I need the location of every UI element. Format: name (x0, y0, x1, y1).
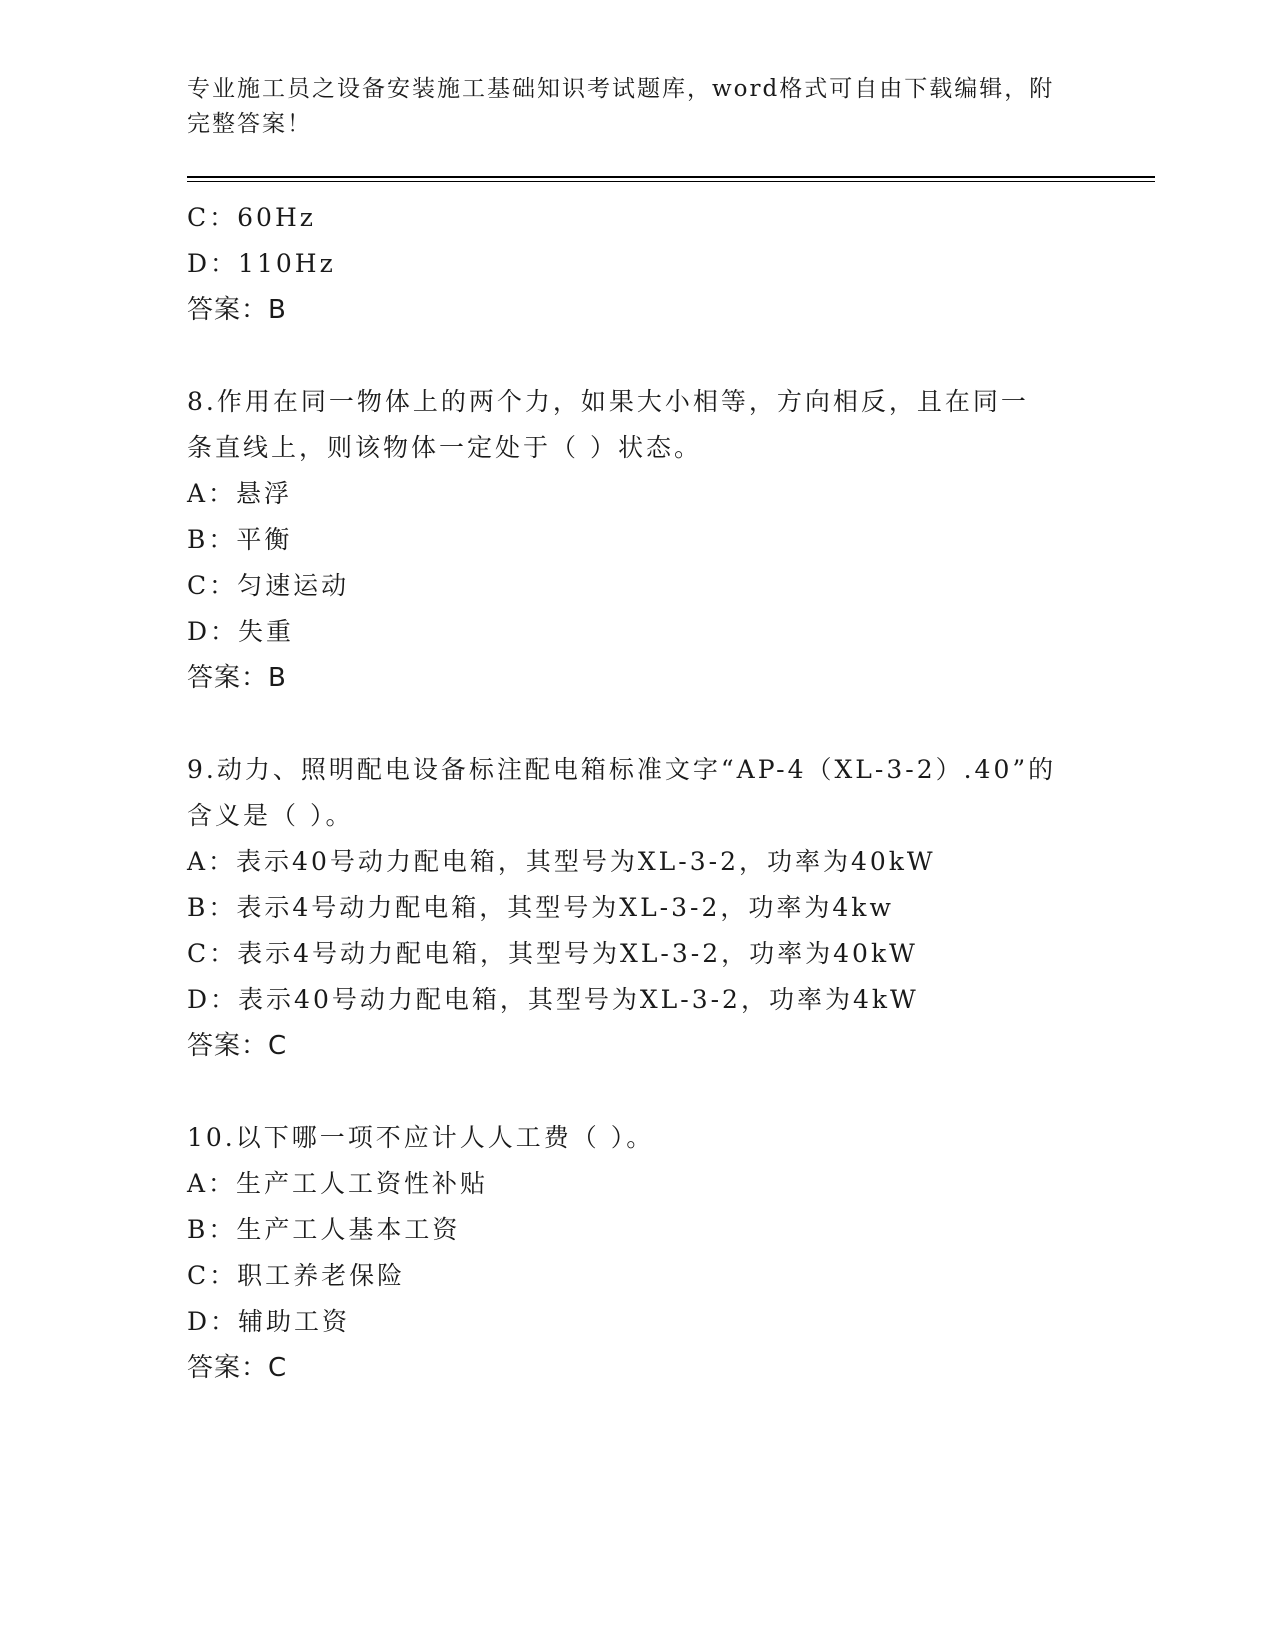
question-9 (187, 747, 1087, 1069)
option-b: B：生产工人基本工资 (187, 1215, 461, 1244)
spacer (187, 333, 1087, 379)
option-c: C：表示4号动力配电箱，其型号为XL-3-2，功率为40kW (187, 939, 918, 968)
spacer (187, 701, 1087, 747)
option-d: D：表示40号动力配电箱，其型号为XL-3-2，功率为4kW (187, 985, 919, 1014)
option-a: A：悬浮 (187, 479, 293, 508)
question-text: 条直线上，则该物体一定处于（ ）状态。 (187, 433, 702, 462)
document-title: 专业施工员之设备安装施工基础知识考试题库，word格式可自由下载编辑，附完整答案！ (187, 76, 1055, 137)
option-b: B：平衡 (187, 525, 293, 554)
option-d: D：失重 (187, 617, 295, 646)
previous-question-tail (187, 195, 1087, 333)
spacer (187, 1069, 1087, 1115)
option-b: B：表示4号动力配电箱，其型号为XL-3-2，功率为4kw (187, 893, 894, 922)
option-d: D：辅助工资 (187, 1307, 351, 1336)
question-text: 10.以下哪一项不应计人人工费（ ）。 (187, 1123, 655, 1152)
document-header (187, 72, 1067, 142)
header-divider (187, 176, 1155, 178)
option-d: D：110Hz (187, 249, 336, 278)
question-text: 8.作用在同一物体上的两个力，如果大小相等，方向相反，且在同一 (187, 387, 1029, 416)
option-a: A：表示40号动力配电箱，其型号为XL-3-2，功率为40kW (187, 847, 936, 876)
question-10 (187, 1115, 1087, 1391)
question-text: 含义是（ ）。 (187, 801, 354, 830)
answer-line: 答案：C (187, 1031, 288, 1061)
option-a: A：生产工人工资性补贴 (187, 1169, 489, 1198)
option-c: C：60Hz (187, 203, 316, 232)
option-c: C：匀速运动 (187, 571, 350, 600)
answer-line: 答案：B (187, 663, 287, 693)
question-text: 9.动力、照明配电设备标注配电箱标准文字“AP-4（XL-3-2）.40”的 (187, 755, 1057, 784)
header-divider-thin (187, 181, 1155, 182)
answer-line: 答案：B (187, 295, 287, 325)
question-list (187, 195, 1087, 1391)
answer-line: 答案：C (187, 1353, 288, 1383)
option-c: C：职工养老保险 (187, 1261, 406, 1290)
question-8 (187, 379, 1087, 701)
